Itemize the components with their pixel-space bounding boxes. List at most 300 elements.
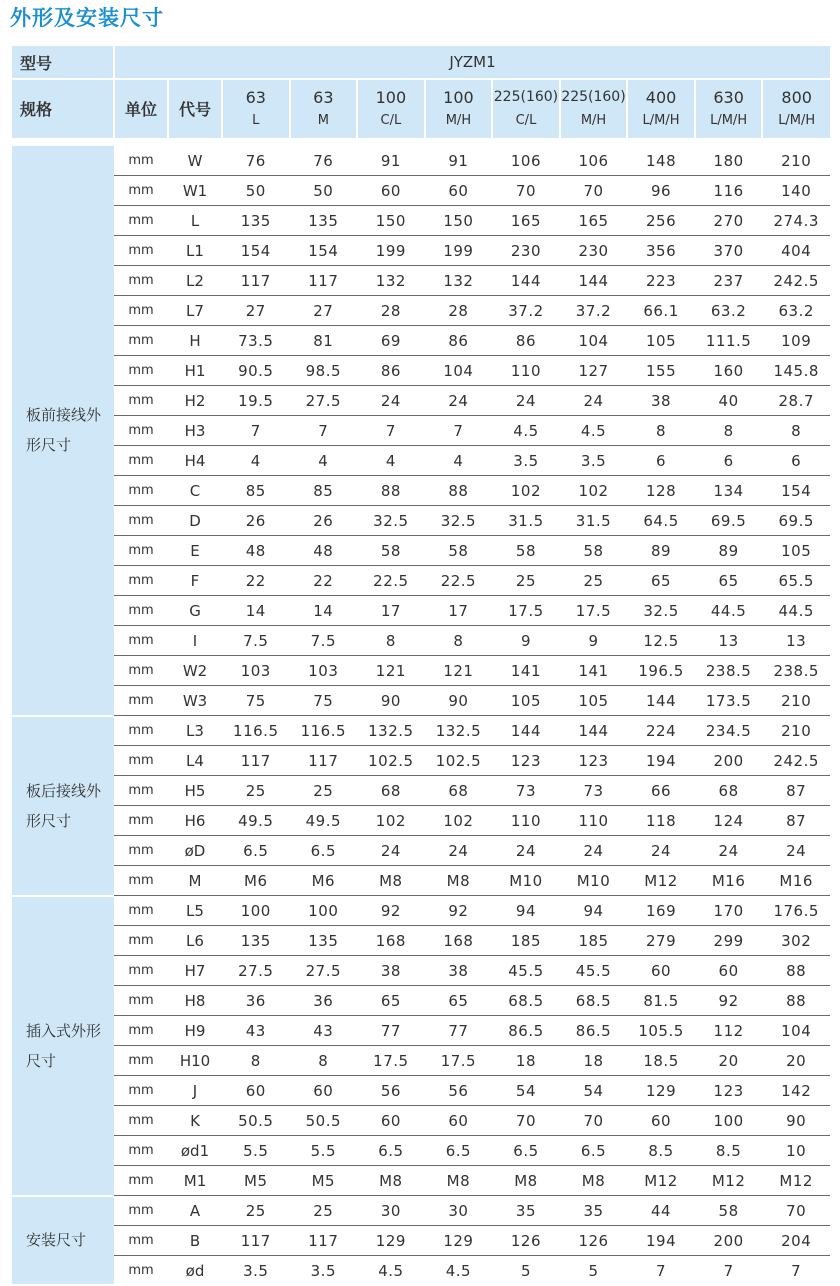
- value-cell: 17.5: [425, 1046, 493, 1076]
- value-cell: 194: [627, 746, 695, 776]
- value-cell: 116: [695, 176, 763, 206]
- value-cell: 17.5: [492, 596, 560, 626]
- value-cell: 140: [762, 176, 830, 206]
- value-cell: 22.5: [357, 566, 425, 596]
- value-cell: M8: [357, 866, 425, 896]
- unit-cell: mm: [114, 656, 168, 686]
- spec-variant: L/M/H: [642, 113, 680, 128]
- spec-column-header: [425, 79, 493, 138]
- value-cell: M6: [222, 866, 290, 896]
- table-row: [12, 236, 830, 266]
- table-row: [12, 416, 830, 446]
- spec-rating: 63: [245, 88, 266, 107]
- value-cell: M16: [695, 866, 763, 896]
- unit-cell: mm: [114, 716, 168, 746]
- value-cell: 36: [222, 986, 290, 1016]
- value-cell: 7.5: [222, 626, 290, 656]
- value-cell: M8: [492, 1166, 560, 1196]
- value-cell: 91: [357, 146, 425, 176]
- value-cell: 135: [222, 926, 290, 956]
- value-cell: 104: [762, 1016, 830, 1046]
- value-cell: 17.5: [357, 1046, 425, 1076]
- value-cell: 8.5: [695, 1136, 763, 1166]
- code-cell: W1: [168, 176, 222, 206]
- unit-cell: mm: [114, 1016, 168, 1046]
- value-cell: 141: [560, 656, 628, 686]
- value-cell: 68.5: [492, 986, 560, 1016]
- value-cell: 70: [762, 1196, 830, 1226]
- value-cell: 69.5: [762, 506, 830, 536]
- code-cell: L6: [168, 926, 222, 956]
- value-cell: 105: [762, 536, 830, 566]
- unit-cell: mm: [114, 746, 168, 776]
- code-cell: H3: [168, 416, 222, 446]
- spec-variant: C/L: [380, 113, 402, 128]
- value-cell: 6.5: [492, 1136, 560, 1166]
- value-cell: 90: [357, 686, 425, 716]
- spec-column-header: [627, 79, 695, 138]
- value-cell: 60: [425, 176, 493, 206]
- value-cell: 100: [222, 896, 290, 926]
- code-cell: H: [168, 326, 222, 356]
- code-cell: L: [168, 206, 222, 236]
- value-cell: 89: [627, 536, 695, 566]
- spec-column-header: [290, 79, 358, 138]
- value-cell: 132: [357, 266, 425, 296]
- value-cell: 25: [560, 566, 628, 596]
- value-cell: 88: [357, 476, 425, 506]
- value-cell: 129: [627, 1076, 695, 1106]
- value-cell: M12: [695, 1166, 763, 1196]
- unit-cell: mm: [114, 296, 168, 326]
- value-cell: 88: [425, 476, 493, 506]
- value-cell: 154: [222, 236, 290, 266]
- code-cell: L1: [168, 236, 222, 266]
- code-cell: D: [168, 506, 222, 536]
- value-cell: 123: [492, 746, 560, 776]
- spec-rating: 100: [443, 88, 474, 107]
- spec-rating: 225(160): [493, 89, 559, 105]
- value-cell: 102.5: [357, 746, 425, 776]
- unit-cell: mm: [114, 866, 168, 896]
- value-cell: 92: [357, 896, 425, 926]
- unit-cell: mm: [114, 536, 168, 566]
- value-cell: 356: [627, 236, 695, 266]
- table-row: [12, 686, 830, 716]
- spec-rating: 63: [313, 88, 334, 107]
- spec-rating: 100: [375, 88, 407, 107]
- value-cell: 3.5: [243, 1261, 269, 1280]
- value-cell: 144: [560, 266, 628, 296]
- value-cell: 60: [695, 956, 763, 986]
- value-cell: 3.5: [560, 446, 628, 476]
- value-cell: 92: [425, 896, 493, 926]
- value-cell: 88: [762, 986, 830, 1016]
- value-cell: 132.5: [357, 716, 425, 746]
- value-cell: 49.5: [290, 806, 358, 836]
- value-cell: 43: [222, 1016, 290, 1046]
- value-cell: 230: [560, 236, 628, 266]
- value-cell: 44: [627, 1196, 695, 1226]
- table-row: [12, 206, 830, 236]
- value-cell: 144: [492, 266, 560, 296]
- spec-rating: 400: [645, 88, 677, 107]
- value-cell: 104: [425, 356, 493, 386]
- value-cell: 70: [492, 1106, 560, 1136]
- header-row-spec: [12, 79, 830, 138]
- value-cell: M8: [357, 1166, 425, 1196]
- value-cell: 58: [560, 536, 628, 566]
- value-cell: 20: [762, 1046, 830, 1076]
- value-cell: M5: [222, 1166, 290, 1196]
- value-cell: 100: [290, 896, 358, 926]
- code-cell: G: [168, 596, 222, 626]
- value-cell: 77: [425, 1016, 493, 1046]
- value-cell: 9: [492, 626, 560, 656]
- spec-variant: L/M/H: [710, 113, 748, 128]
- value-cell: 110: [492, 806, 560, 836]
- value-cell: 10: [762, 1136, 830, 1166]
- value-cell: 70: [560, 1106, 628, 1136]
- value-cell: 20: [695, 1046, 763, 1076]
- value-cell: 238.5: [762, 656, 830, 686]
- spec-column-header: [695, 79, 763, 138]
- table-row: [12, 776, 830, 806]
- value-cell: 76: [290, 146, 358, 176]
- value-cell: 86: [425, 326, 493, 356]
- value-cell: 24: [560, 836, 628, 866]
- code-cell: W2: [168, 656, 222, 686]
- value-cell: 38: [425, 956, 493, 986]
- code-cell: H5: [168, 776, 222, 806]
- unit-cell: mm: [114, 446, 168, 476]
- table-row: [12, 956, 830, 986]
- value-cell: 49.5: [222, 806, 290, 836]
- code-cell: W3: [168, 686, 222, 716]
- unit-cell: mm: [114, 1076, 168, 1106]
- table-row: [12, 596, 830, 626]
- value-cell: 24: [492, 836, 560, 866]
- spec-column-header: [762, 79, 830, 138]
- unit-cell: mm: [114, 1226, 168, 1256]
- value-cell: 116.5: [290, 716, 358, 746]
- table-row: [12, 476, 830, 506]
- value-cell: 176.5: [762, 896, 830, 926]
- value-cell: 60: [357, 176, 425, 206]
- table-row: [12, 176, 830, 206]
- value-cell: 4.5: [492, 416, 560, 446]
- table-row: [12, 746, 830, 776]
- value-cell: 165: [492, 206, 560, 236]
- value-cell: 230: [492, 236, 560, 266]
- value-cell: 65: [357, 986, 425, 1016]
- value-cell: 44.5: [695, 596, 763, 626]
- value-cell: 8: [695, 416, 763, 446]
- value-cell: 65.5: [762, 566, 830, 596]
- code-cell: M1: [168, 1166, 222, 1196]
- value-cell: 87: [762, 806, 830, 836]
- code-cell: C: [168, 476, 222, 506]
- value-cell: 63.2: [762, 296, 830, 326]
- value-cell: 17: [357, 596, 425, 626]
- spec-label: 规格: [12, 79, 114, 138]
- code-cell: E: [168, 536, 222, 566]
- value-cell: 105.5: [627, 1016, 695, 1046]
- value-cell: 142: [762, 1076, 830, 1106]
- value-cell: 86.5: [492, 1016, 560, 1046]
- value-cell: 124: [695, 806, 763, 836]
- value-cell: 127: [560, 356, 628, 386]
- value-cell: 102.5: [425, 746, 493, 776]
- value-cell: 6.5: [357, 1136, 425, 1166]
- unit-cell: mm: [114, 836, 168, 866]
- value-cell: 36: [290, 986, 358, 1016]
- value-cell: 270: [695, 206, 763, 236]
- code-cell: H1: [168, 356, 222, 386]
- value-cell: 404: [762, 236, 830, 266]
- value-cell: 75: [290, 686, 358, 716]
- value-cell: 6.5: [425, 1136, 493, 1166]
- value-cell: 117: [290, 266, 358, 296]
- code-cell: L5: [168, 896, 222, 926]
- value-cell: 90: [762, 1106, 830, 1136]
- unit-cell: mm: [114, 356, 168, 386]
- code-cell: A: [168, 1196, 222, 1226]
- value-cell: 109: [762, 326, 830, 356]
- value-cell: 7: [791, 1261, 802, 1280]
- unit-cell: mm: [114, 956, 168, 986]
- value-cell: 60: [357, 1106, 425, 1136]
- value-cell: 60: [290, 1076, 358, 1106]
- value-cell: 18.5: [627, 1046, 695, 1076]
- value-cell: 4: [357, 446, 425, 476]
- code-cell: ød1: [168, 1136, 222, 1166]
- value-cell: 135: [290, 206, 358, 236]
- value-cell: 35: [492, 1196, 560, 1226]
- value-cell: 73: [560, 776, 628, 806]
- unit-cell: mm: [114, 596, 168, 626]
- value-cell: 27.5: [290, 386, 358, 416]
- model-value: JYZM1: [114, 46, 830, 79]
- code-cell: øD: [168, 836, 222, 866]
- unit-cell: mm: [114, 506, 168, 536]
- value-cell: 3.5: [310, 1261, 336, 1280]
- table-row: [12, 1046, 830, 1076]
- value-cell: 27.5: [290, 956, 358, 986]
- value-cell: 6.5: [560, 1136, 628, 1166]
- spec-rating: 225(160): [561, 89, 626, 105]
- value-cell: 24: [357, 836, 425, 866]
- value-cell: 26: [290, 506, 358, 536]
- dimensions-table: [12, 46, 830, 1286]
- value-cell: 81.5: [627, 986, 695, 1016]
- value-cell: 102: [357, 806, 425, 836]
- value-cell: 132: [425, 266, 493, 296]
- value-cell: 4: [425, 446, 493, 476]
- value-cell: 60: [627, 1106, 695, 1136]
- page-title: 外形及安装尺寸: [10, 6, 164, 30]
- table-row: [12, 146, 830, 176]
- value-cell: 223: [627, 266, 695, 296]
- code-cell: H7: [168, 956, 222, 986]
- table-row: [12, 986, 830, 1016]
- code-cell: K: [168, 1106, 222, 1136]
- value-cell: 24: [425, 836, 493, 866]
- unit-cell: mm: [114, 926, 168, 956]
- value-cell: 104: [560, 326, 628, 356]
- value-cell: 85: [222, 476, 290, 506]
- value-cell: 30: [425, 1196, 493, 1226]
- value-cell: 86: [492, 326, 560, 356]
- value-cell: 4.5: [445, 1261, 472, 1280]
- code-cell: ød: [185, 1261, 205, 1280]
- value-cell: 31.5: [560, 506, 628, 536]
- table-row: [12, 656, 830, 686]
- value-cell: 65: [425, 986, 493, 1016]
- value-cell: 37.2: [492, 296, 560, 326]
- value-cell: 92: [695, 986, 763, 1016]
- value-cell: 27: [290, 296, 358, 326]
- value-cell: 75: [222, 686, 290, 716]
- value-cell: 25: [290, 776, 358, 806]
- code-cell: H10: [168, 1046, 222, 1076]
- value-cell: 30: [357, 1196, 425, 1226]
- value-cell: 24: [492, 386, 560, 416]
- value-cell: 200: [695, 1226, 763, 1256]
- value-cell: 94: [492, 896, 560, 926]
- value-cell: 117: [290, 1226, 358, 1256]
- unit-cell: mm: [114, 326, 168, 356]
- code-cell: L4: [168, 746, 222, 776]
- value-cell: 118: [627, 806, 695, 836]
- value-cell: 31.5: [492, 506, 560, 536]
- value-cell: 25: [492, 566, 560, 596]
- value-cell: 7: [723, 1261, 734, 1280]
- value-cell: 8.5: [627, 1136, 695, 1166]
- spec-column-header: [222, 79, 290, 138]
- table-row: [12, 866, 830, 896]
- value-cell: 123: [560, 746, 628, 776]
- value-cell: 18: [560, 1046, 628, 1076]
- unit-cell: mm: [128, 1263, 154, 1278]
- value-cell: 7: [222, 416, 290, 446]
- value-cell: 242.5: [762, 266, 830, 296]
- value-cell: 256: [627, 206, 695, 236]
- value-cell: 45.5: [560, 956, 628, 986]
- unit-cell: mm: [114, 1046, 168, 1076]
- value-cell: M10: [560, 866, 628, 896]
- value-cell: 24: [560, 386, 628, 416]
- value-cell: 64.5: [627, 506, 695, 536]
- value-cell: 87: [762, 776, 830, 806]
- value-cell: 5: [588, 1261, 599, 1280]
- table-row: [12, 356, 830, 386]
- value-cell: 66: [627, 776, 695, 806]
- value-cell: 24: [357, 386, 425, 416]
- value-cell: 7: [656, 1261, 667, 1280]
- value-cell: 24: [762, 836, 830, 866]
- table-row: [12, 1106, 830, 1136]
- value-cell: 65: [695, 566, 763, 596]
- value-cell: 199: [357, 236, 425, 266]
- value-cell: 4: [222, 446, 290, 476]
- value-cell: 110: [492, 356, 560, 386]
- code-cell: H4: [168, 446, 222, 476]
- value-cell: 86.5: [560, 1016, 628, 1046]
- value-cell: 73: [492, 776, 560, 806]
- value-cell: 38: [357, 956, 425, 986]
- value-cell: M12: [762, 1166, 830, 1196]
- value-cell: 106: [560, 146, 628, 176]
- code-cell: L2: [168, 266, 222, 296]
- value-cell: 117: [290, 746, 358, 776]
- value-cell: 56: [425, 1076, 493, 1106]
- value-cell: 28.7: [762, 386, 830, 416]
- value-cell: 65: [627, 566, 695, 596]
- value-cell: 173.5: [695, 686, 763, 716]
- group-label: 安装尺寸: [12, 1196, 114, 1286]
- value-cell: 135: [290, 926, 358, 956]
- value-cell: 7: [425, 416, 493, 446]
- value-cell: 48: [290, 536, 358, 566]
- value-cell: 274.3: [762, 206, 830, 236]
- value-cell: 91: [425, 146, 493, 176]
- value-cell: 77: [357, 1016, 425, 1046]
- value-cell: 144: [627, 686, 695, 716]
- value-cell: 24: [627, 836, 695, 866]
- code-cell: J: [168, 1076, 222, 1106]
- value-cell: M8: [560, 1166, 628, 1196]
- value-cell: 150: [357, 206, 425, 236]
- value-cell: 50.5: [290, 1106, 358, 1136]
- value-cell: 204: [762, 1226, 830, 1256]
- value-cell: 148: [627, 146, 695, 176]
- value-cell: 85: [290, 476, 358, 506]
- spec-column-header: [560, 79, 628, 138]
- table-row: [12, 266, 830, 296]
- value-cell: 90: [425, 686, 493, 716]
- group-label: 板后接线外形尺寸: [12, 716, 114, 896]
- value-cell: 4.5: [378, 1261, 404, 1280]
- value-cell: 86: [357, 356, 425, 386]
- spec-rating: 630: [713, 88, 744, 107]
- code-cell: W: [168, 146, 222, 176]
- unit-cell: mm: [114, 896, 168, 926]
- value-cell: 60: [222, 1076, 290, 1106]
- value-cell: 50: [290, 176, 358, 206]
- code-cell: L7: [168, 296, 222, 326]
- value-cell: 12.5: [627, 626, 695, 656]
- value-cell: 180: [695, 146, 763, 176]
- value-cell: 168: [357, 926, 425, 956]
- value-cell: 22.5: [425, 566, 493, 596]
- value-cell: 96: [627, 176, 695, 206]
- unit-cell: mm: [114, 476, 168, 506]
- value-cell: 117: [222, 746, 290, 776]
- code-cell: B: [168, 1226, 222, 1256]
- value-cell: 38: [627, 386, 695, 416]
- value-cell: 14: [222, 596, 290, 626]
- value-cell: 68.5: [560, 986, 628, 1016]
- value-cell: 25: [222, 776, 290, 806]
- unit-cell: mm: [114, 1196, 168, 1226]
- value-cell: 8: [222, 1046, 290, 1076]
- value-cell: 24: [695, 836, 763, 866]
- value-cell: 210: [762, 686, 830, 716]
- code-cell: H2: [168, 386, 222, 416]
- value-cell: 81: [290, 326, 358, 356]
- value-cell: 28: [357, 296, 425, 326]
